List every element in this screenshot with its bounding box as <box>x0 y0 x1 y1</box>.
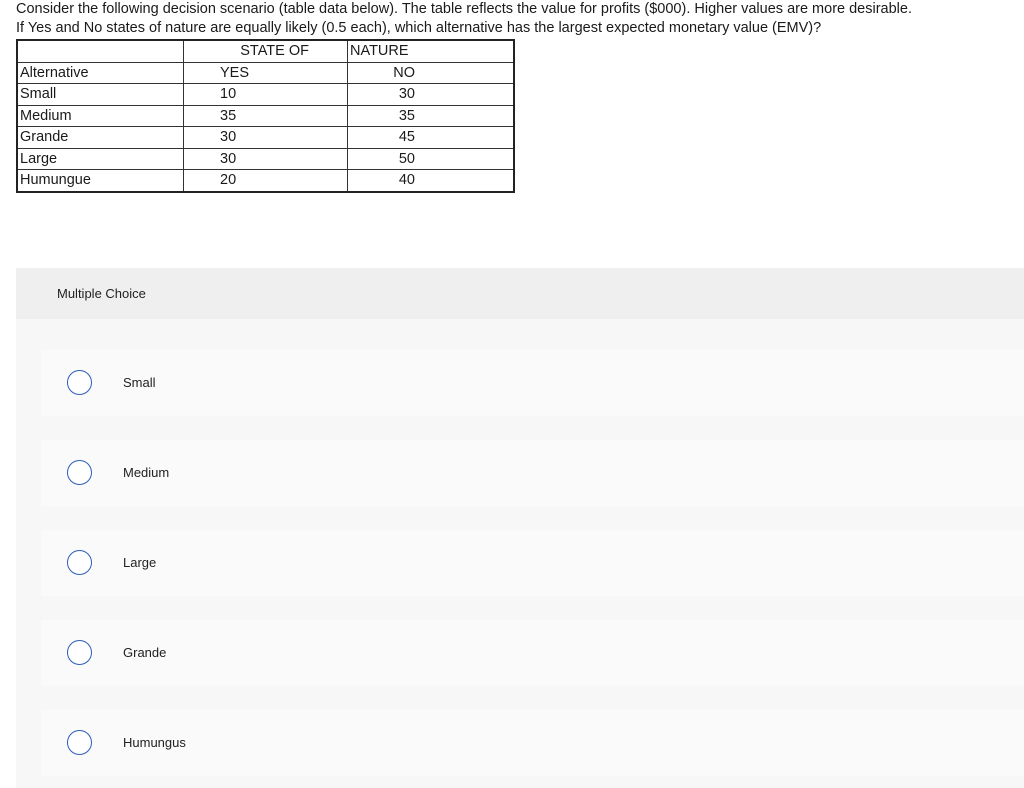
table-header-cell <box>17 40 184 62</box>
table-cell: 50 <box>348 148 515 170</box>
table-row <box>17 127 514 149</box>
table-cell: Small <box>17 84 184 106</box>
table-header-row <box>17 62 514 84</box>
table-cell: 35 <box>348 105 515 127</box>
table-cell: 30 <box>184 148 348 170</box>
question-line-1: Consider the following decision scenario (table data below). The table reflects the value for profits ($000). Higher values are more desirable. <box>16 1 912 17</box>
option-label: Large <box>123 555 157 570</box>
table-row <box>17 148 514 170</box>
decision-table <box>16 39 515 193</box>
option-label: Grande <box>123 645 167 660</box>
multiple-choice-options <box>16 319 1024 788</box>
table-cell: Humungue <box>17 170 184 192</box>
table-cell: 30 <box>348 84 515 106</box>
table-cell: 35 <box>184 105 348 127</box>
table-header-cell: NO <box>348 62 515 84</box>
question-text <box>16 0 1016 38</box>
radio-button-icon[interactable] <box>67 370 92 395</box>
option-medium[interactable] <box>41 440 1024 506</box>
option-grande[interactable] <box>41 620 1024 686</box>
table-header-cell: STATE OF <box>184 40 348 62</box>
radio-button-icon[interactable] <box>67 730 92 755</box>
table-header-top-row <box>17 40 514 62</box>
table-row <box>17 105 514 127</box>
table-row <box>17 170 514 192</box>
table-cell: Grande <box>17 127 184 149</box>
option-small[interactable] <box>41 350 1024 416</box>
table-header-cell: NATURE <box>348 40 515 62</box>
option-label: Humungus <box>123 735 186 750</box>
table-header-cell: Alternative <box>17 62 184 84</box>
multiple-choice-title: Multiple Choice <box>57 286 146 301</box>
table-cell: 40 <box>348 170 515 192</box>
table-header-cell: YES <box>184 62 348 84</box>
radio-button-icon[interactable] <box>67 550 92 575</box>
option-humungus[interactable] <box>41 710 1024 776</box>
table-row <box>17 84 514 106</box>
option-large[interactable] <box>41 530 1024 596</box>
table-cell: 30 <box>184 127 348 149</box>
table-cell: 45 <box>348 127 515 149</box>
table-cell: 10 <box>184 84 348 106</box>
question-line-2: If Yes and No states of nature are equally likely (0.5 each), which alternative has the largest expected monetary value (EMV)? <box>16 20 822 36</box>
option-label: Small <box>123 375 156 390</box>
radio-button-icon[interactable] <box>67 460 92 485</box>
table-cell: Large <box>17 148 184 170</box>
option-label: Medium <box>123 465 170 480</box>
multiple-choice-header <box>16 268 1024 319</box>
table-cell: Medium <box>17 105 184 127</box>
table-cell: 20 <box>184 170 348 192</box>
radio-button-icon[interactable] <box>67 640 92 665</box>
multiple-choice-panel <box>16 268 1024 788</box>
